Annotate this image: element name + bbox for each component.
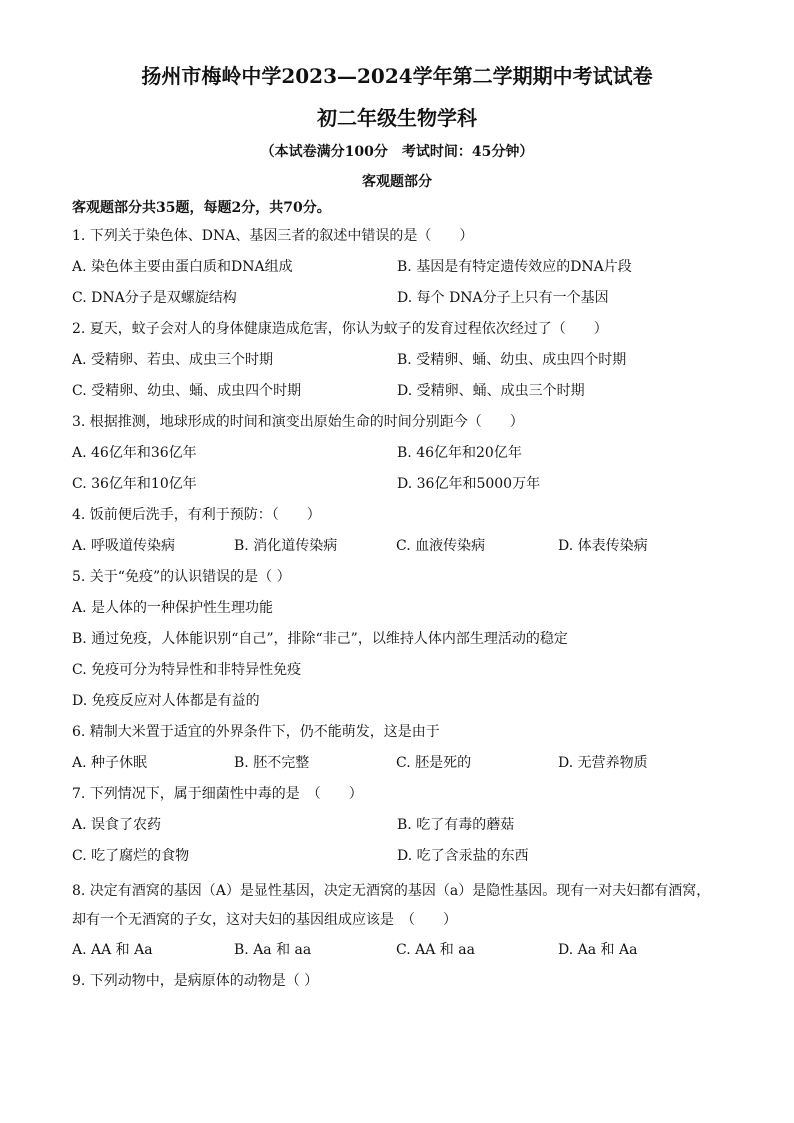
answer-option: C. AA 和 aa bbox=[396, 942, 475, 958]
answer-option: D. 吃了含汞盐的东西 bbox=[397, 848, 529, 864]
answer-option: A. 误食了农药 bbox=[72, 817, 162, 833]
question-3 bbox=[72, 412, 722, 494]
answer-option: A. 呼吸道传染病 bbox=[72, 538, 176, 554]
answer-option: D. 无营养物质 bbox=[558, 755, 648, 771]
option-row bbox=[72, 443, 722, 463]
section-title: 客观题部分 bbox=[362, 174, 432, 190]
section-instruction: 客观题部分共35题，每题2分，共70分。 bbox=[72, 200, 331, 216]
question-list bbox=[72, 226, 722, 991]
option-row bbox=[72, 753, 722, 773]
option-row bbox=[72, 846, 722, 866]
answer-option: C. 吃了腐烂的食物 bbox=[72, 848, 190, 864]
option-row bbox=[72, 629, 722, 649]
answer-option: A. 是人体的一种保护性生理功能 bbox=[72, 600, 274, 616]
option-row bbox=[72, 536, 722, 556]
answer-option: C. 胚是死的 bbox=[396, 755, 472, 771]
exam-subtitle: 初二年级生物学科 bbox=[317, 106, 477, 130]
option-row bbox=[72, 257, 722, 277]
question-1 bbox=[72, 226, 722, 308]
answer-option: A. 种子休眠 bbox=[72, 755, 148, 771]
answer-option: D. 36亿年和5000万年 bbox=[397, 476, 541, 492]
option-row bbox=[72, 815, 722, 835]
option-row bbox=[72, 940, 722, 960]
exam-meta: （本试卷满分100分 考试时间：45分钟） bbox=[260, 144, 534, 160]
answer-option: D. 免疫反应对人体都是有益的 bbox=[72, 693, 260, 709]
question-6 bbox=[72, 722, 722, 773]
option-row bbox=[72, 660, 722, 680]
answer-option: C. 36亿年和10亿年 bbox=[72, 476, 197, 492]
question-stem: 2. 夏天，蚊子会对人的身体健康造成危害，你认为蚊子的发育过程依次经过了（ ） bbox=[72, 321, 608, 337]
answer-option: B. 消化道传染病 bbox=[234, 538, 338, 554]
option-row bbox=[72, 381, 722, 401]
option-row bbox=[72, 598, 722, 618]
question-stem: 9. 下列动物中，是病原体的动物是（ ） bbox=[72, 973, 319, 989]
answer-option: B. 基因是有特定遗传效应的DNA片段 bbox=[397, 259, 632, 275]
question-9 bbox=[72, 971, 722, 991]
question-stem: 3. 根据推测，地球形成的时间和演变出原始生命的时间分别距今（ ） bbox=[72, 414, 524, 430]
question-2 bbox=[72, 319, 722, 401]
question-stem: 7. 下列情况下，属于细菌性中毒的是 （ ） bbox=[72, 786, 363, 802]
question-stem: 6. 精制大米置于适宜的外界条件下，仍不能萌发，这是由于 bbox=[72, 724, 440, 740]
answer-option: B. 46亿年和20亿年 bbox=[397, 445, 522, 461]
answer-option: A. 46亿年和36亿年 bbox=[72, 445, 197, 461]
answer-option: C. 血液传染病 bbox=[396, 538, 486, 554]
question-5 bbox=[72, 567, 722, 711]
question-stem: 1. 下列关于染色体、DNA、基因三者的叙述中错误的是（ ） bbox=[72, 228, 474, 244]
answer-option: D. 每个 DNA分子上只有一个基因 bbox=[397, 290, 609, 306]
answer-option: A. 染色体主要由蛋白质和DNA组成 bbox=[72, 259, 293, 275]
answer-option: B. 胚不完整 bbox=[234, 755, 310, 771]
answer-option: B. Aa 和 aa bbox=[234, 942, 312, 958]
answer-option: D. 受精卵、蛹、成虫三个时期 bbox=[397, 383, 585, 399]
option-row bbox=[72, 691, 722, 711]
question-stem: 4. 饭前便后洗手，有利于预防：（ ） bbox=[72, 507, 321, 523]
question-stem: 5. 关于“免疫”的认识错误的是（ ） bbox=[72, 569, 291, 585]
option-row bbox=[72, 474, 722, 494]
question-stem: 8. 决定有酒窝的基因（A）是显性基因，决定无酒窝的基因（a）是隐性基因。现有一对夫妇都有酒窝，却有一个无酒窝的子女，这对夫妇的基因组成应该是 （ ） bbox=[72, 883, 711, 928]
answer-option: B. 受精卵、蛹、幼虫、成虫四个时期 bbox=[397, 352, 627, 368]
question-8 bbox=[72, 877, 722, 960]
exam-page bbox=[72, 62, 722, 1002]
answer-option: A. 受精卵、若虫、成虫三个时期 bbox=[72, 352, 274, 368]
question-4 bbox=[72, 505, 722, 556]
answer-option: B. 通过免疫，人体能识别“自己”，排除“非己”，以维持人体内部生理活动的稳定 bbox=[72, 631, 568, 647]
answer-option: C. 免疫可分为特异性和非特异性免疫 bbox=[72, 662, 302, 678]
answer-option: D. 体表传染病 bbox=[558, 538, 648, 554]
answer-option: C. 受精卵、幼虫、蛹、成虫四个时期 bbox=[72, 383, 302, 399]
answer-option: D. Aa 和 Aa bbox=[558, 942, 638, 958]
answer-option: C. DNA分子是双螺旋结构 bbox=[72, 290, 237, 306]
option-row bbox=[72, 350, 722, 370]
answer-option: B. 吃了有毒的蘑菇 bbox=[397, 817, 515, 833]
exam-title: 扬州市梅岭中学2023—2024学年第二学期期中考试试卷 bbox=[141, 64, 653, 88]
question-7 bbox=[72, 784, 722, 866]
option-row bbox=[72, 288, 722, 308]
answer-option: A. AA 和 Aa bbox=[72, 942, 153, 958]
